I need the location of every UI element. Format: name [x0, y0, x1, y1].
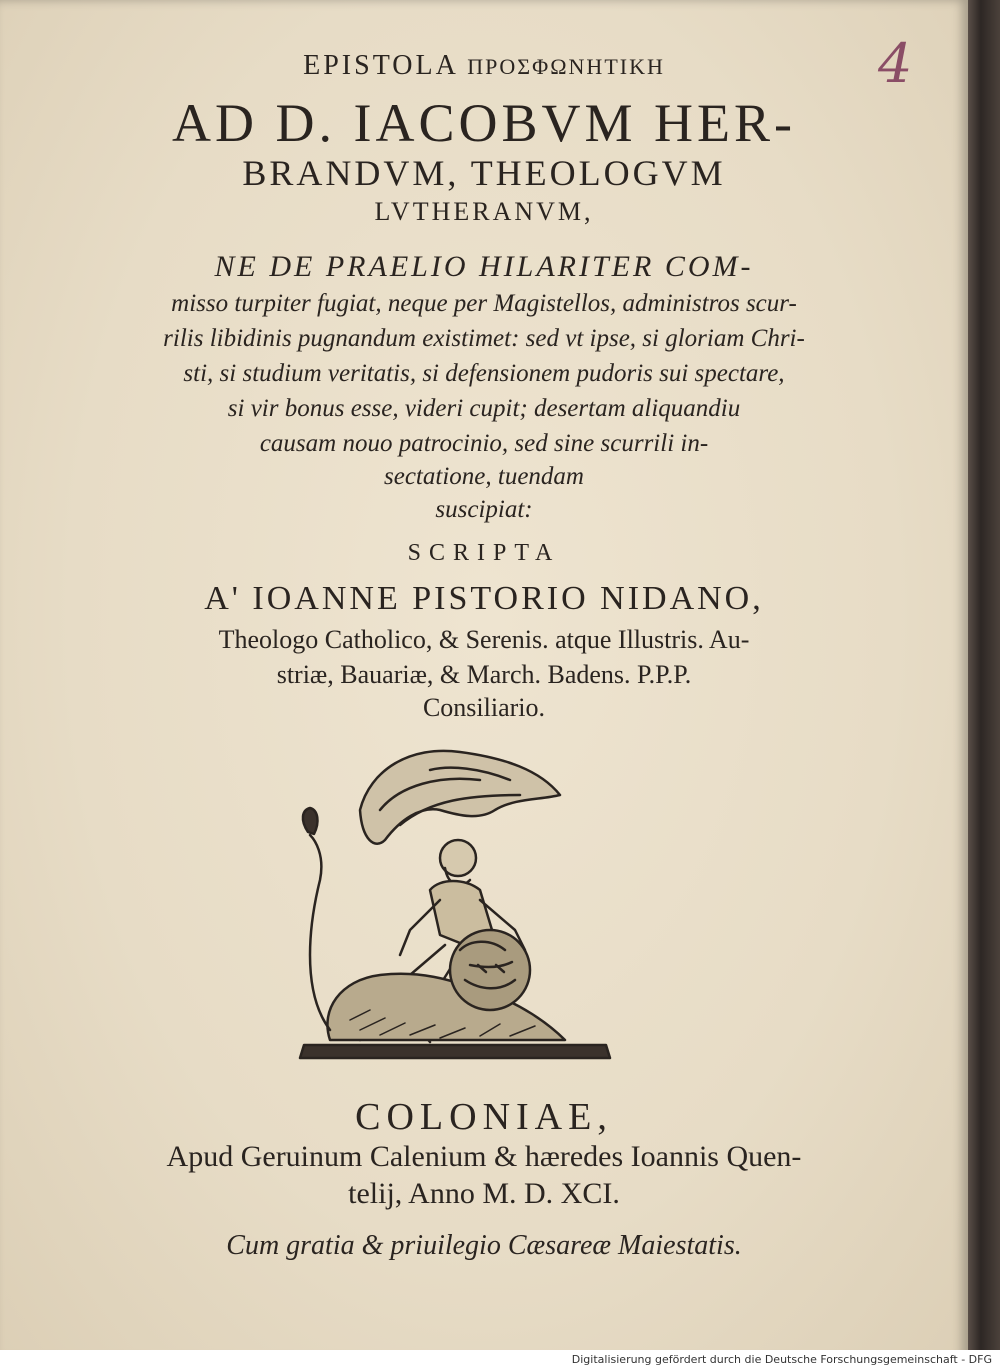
privilege-line: Cum gratia & priuilegio Cæsareæ Maiestatis.	[226, 1230, 742, 1261]
body-line-6: causam nouo patrocinio, sed sine scurrili in-	[259, 430, 709, 457]
title-line-3: BRANDVM, THEOLOGVM	[242, 153, 726, 193]
imprint-line-1: Apud Geruinum Calenium & hæredes Ioannis Quen-	[166, 1140, 802, 1173]
title-line-1	[0, 50, 968, 82]
title-line-2: AD D. IACOBVM HER-	[172, 93, 796, 153]
digitization-footer	[0, 1350, 1000, 1370]
imprint-city: COLONIAE,	[355, 1096, 613, 1138]
samson-lion-woodcut	[290, 740, 620, 1070]
body-line-1: NE DE PRAELIO HILARITER COM-	[214, 250, 754, 283]
body-line-4: sti, si studium veritatis, si defensionem pudoris sui spectare,	[183, 360, 785, 387]
scripta-label: SCRIPTA	[407, 540, 561, 566]
title-line-4: LVTHERANVM,	[374, 197, 594, 226]
author-title-3: Consiliario.	[422, 693, 546, 722]
body-line-5: si vir bonus esse, videri cupit; desertam aliquandiu	[227, 395, 741, 422]
author-title-1: Theologo Catholico, & Serenis. atque Illustris. Au-	[218, 625, 750, 654]
author-title-2: striæ, Bauariæ, & March. Badens. P.P.P.	[276, 660, 692, 689]
body-line-8: suscipiat:	[435, 496, 533, 523]
folio-number: 4	[878, 32, 913, 95]
imprint-line-2: telij, Anno M. D. XCI.	[348, 1177, 620, 1210]
body-line-2: misso turpiter fugiat, neque per Magistellos, administros scur-	[171, 290, 797, 317]
title-latin: EPISTOLA	[303, 50, 458, 81]
book-edge	[968, 0, 1000, 1360]
title-greek: ΠΡΟΣΦΩΝΗΤΙΚΗ	[467, 54, 665, 79]
author-name: A' IOANNE PISTORIO NIDANO,	[204, 580, 764, 617]
footer-text: Digitalisierung gefördert durch die Deutsche Forschungsgemeinschaft - DFG	[571, 1353, 992, 1366]
body-line-7: sectatione, tuendam	[384, 463, 584, 490]
body-line-3: rilis libidinis pugnandum existimet: sed vt ipse, si gloriam Chri-	[163, 325, 805, 352]
